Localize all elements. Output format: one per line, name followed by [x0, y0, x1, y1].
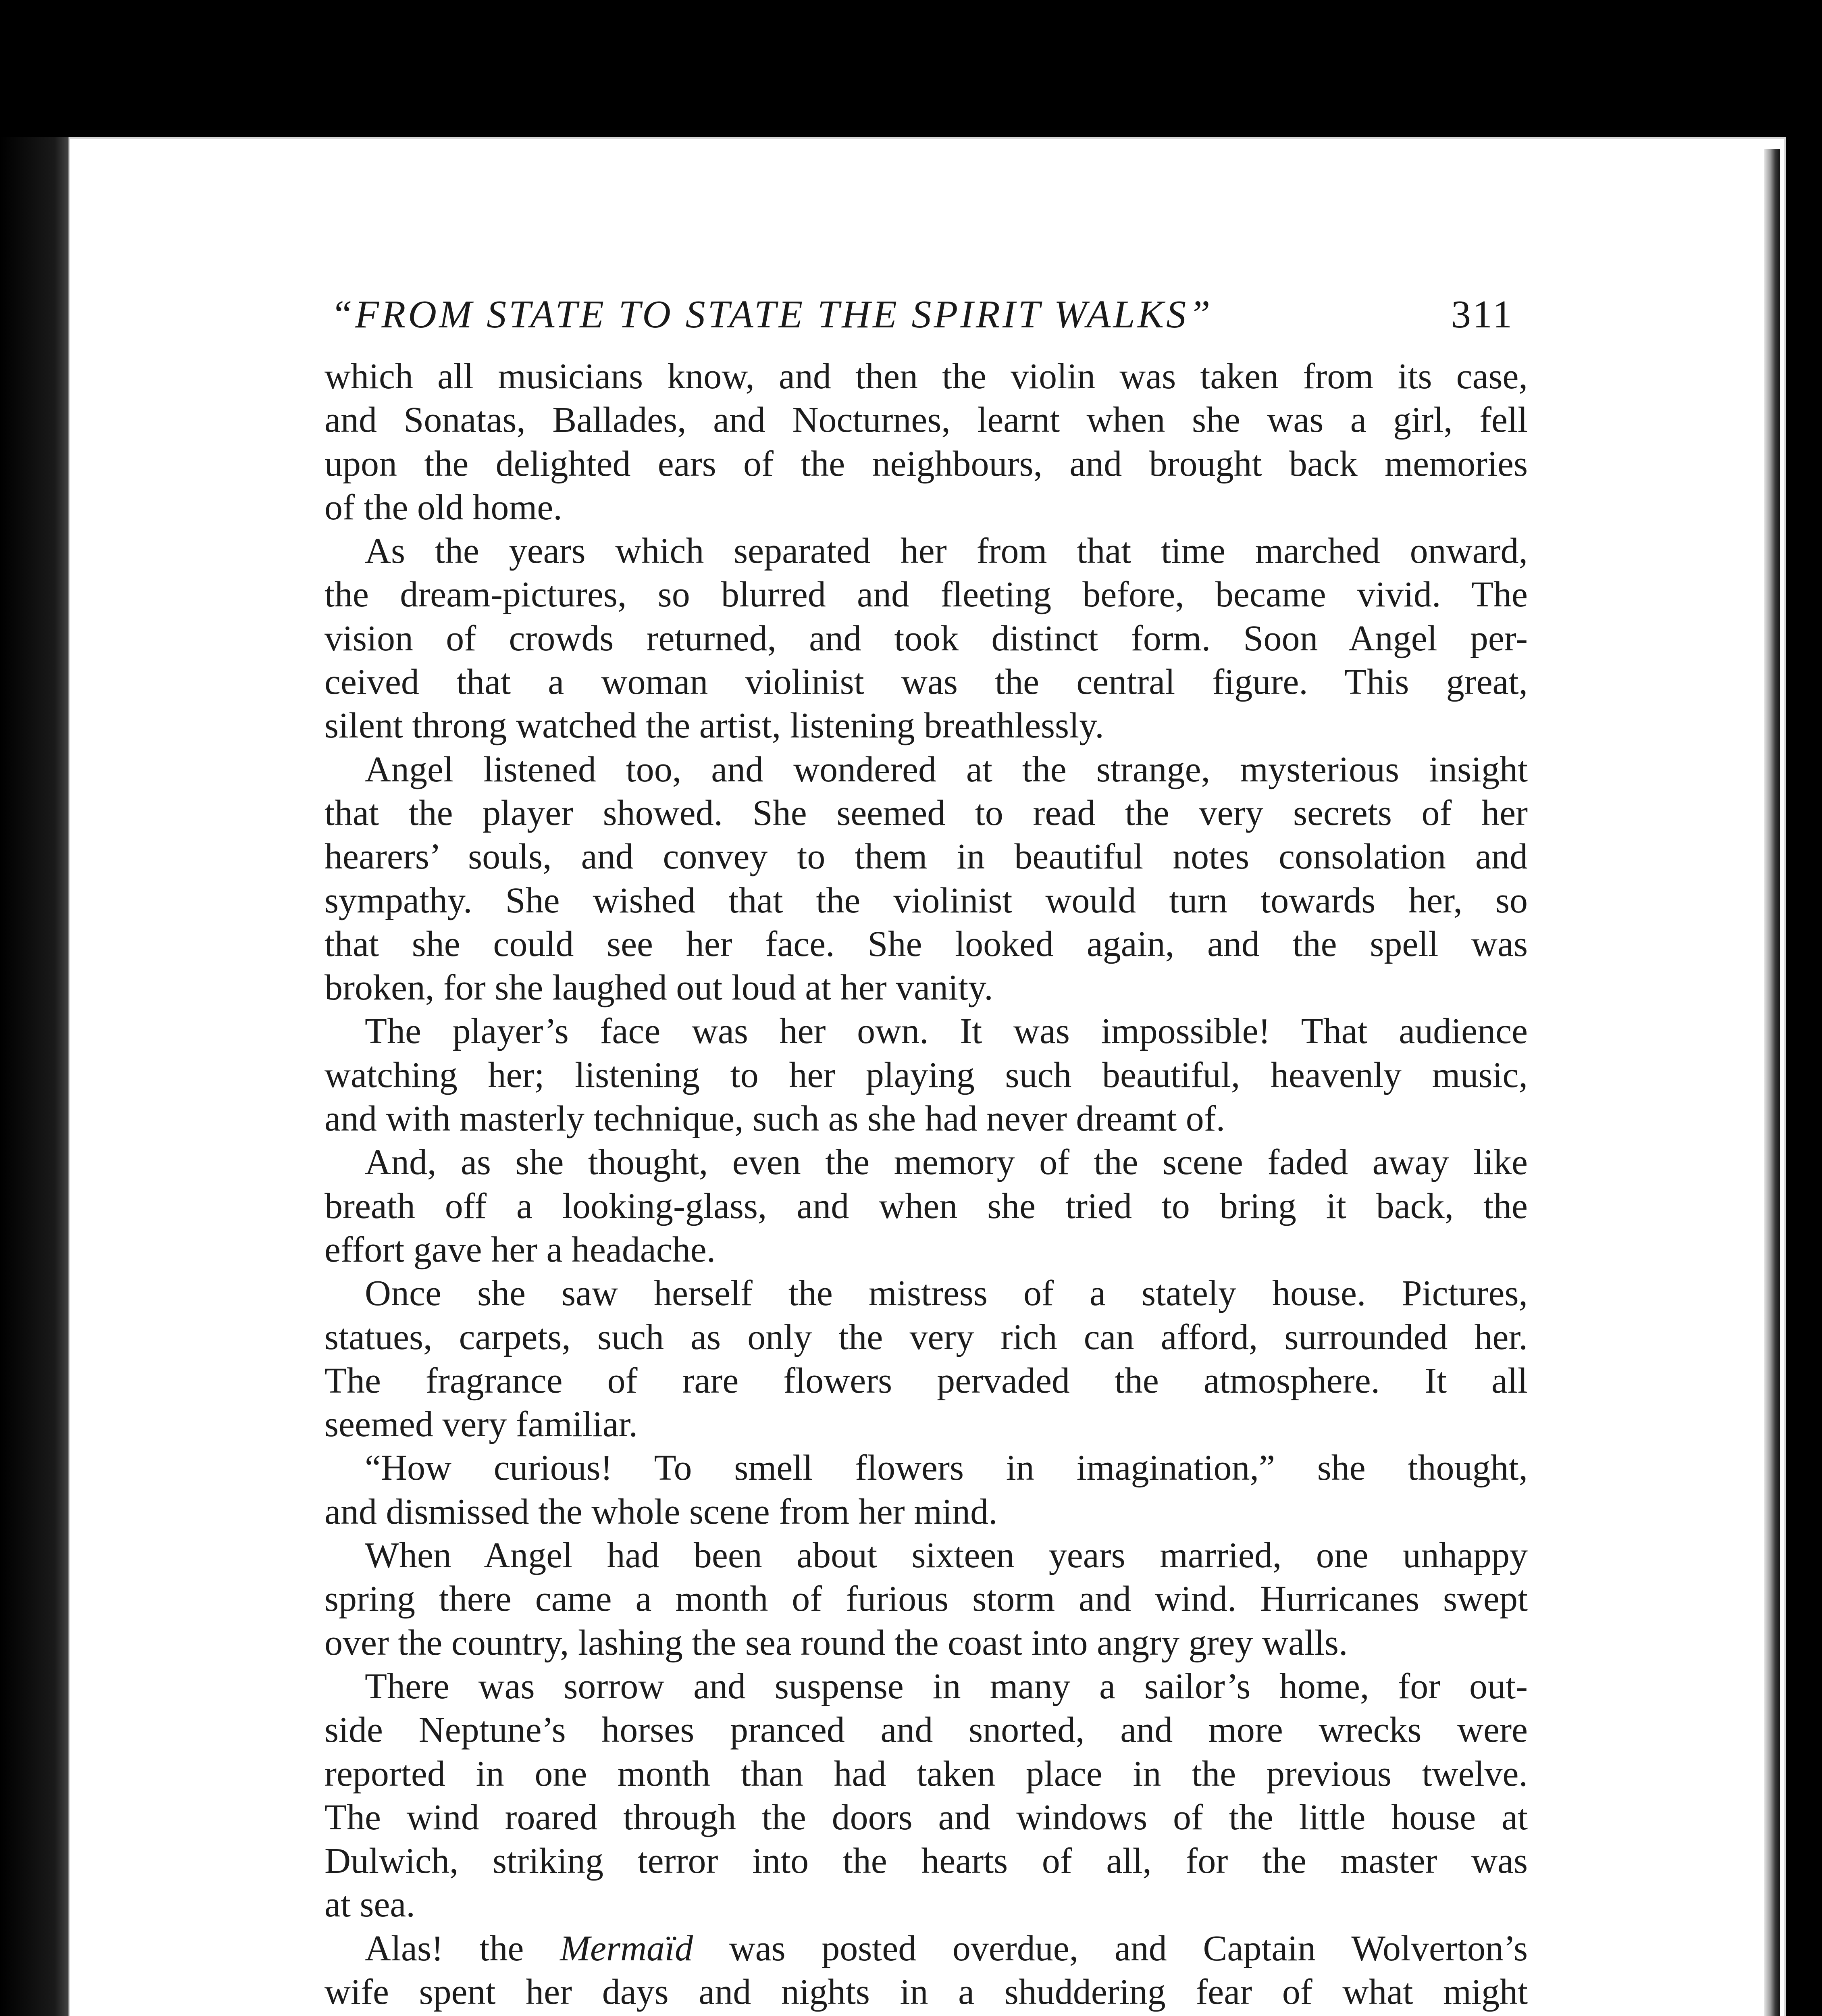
text-line	[324, 529, 1528, 573]
text-line	[324, 835, 1528, 879]
text-segment: wife spent her days and nights in a shuddering fear of what might	[324, 1972, 1528, 2012]
left-page-shadow	[0, 137, 69, 2016]
text-line	[324, 2014, 1528, 2016]
text-line	[324, 879, 1528, 923]
text-line	[324, 617, 1528, 660]
text-segment: spring there came a month of furious storm and wind. Hurricanes swept	[324, 1579, 1528, 1619]
text-line	[324, 1970, 1528, 2014]
page-number: 311	[1451, 293, 1514, 336]
text-segment: Once she saw herself the mistress of a stately house. Pictures,	[365, 1273, 1528, 1314]
text-line	[324, 1185, 1528, 1228]
text-segment: Dulwich, striking terror into the hearts of all, for the master was	[324, 1841, 1528, 1881]
text-segment: effort gave her a headache.	[324, 1229, 716, 1270]
text-line	[324, 923, 1528, 966]
text-segment: The fragrance of rare flowers pervaded the atmosphere. It all	[324, 1360, 1528, 1401]
running-head	[331, 282, 1540, 347]
text-line	[324, 1490, 1528, 1534]
text-segment: which all musicians know, and then the violin was taken from its case,	[324, 356, 1528, 396]
body-text	[324, 355, 1528, 2016]
text-segment: As the years which separated her from that time marched onward,	[365, 531, 1528, 571]
text-line	[324, 486, 1528, 529]
text-segment: over the country, lashing the sea round the coast into angry grey walls.	[324, 1622, 1348, 1663]
text-segment: sympathy. She wished that the violinist would turn towards her, so	[324, 880, 1528, 921]
text-line	[324, 1839, 1528, 1883]
text-line	[324, 1359, 1528, 1403]
text-line	[324, 1577, 1528, 1621]
text-line	[324, 1708, 1528, 1752]
text-segment: the dream-pictures, so blurred and fleeting before, became vivid. The	[324, 575, 1528, 615]
text-line	[324, 573, 1528, 616]
text-line	[324, 1054, 1528, 1097]
text-line	[324, 1316, 1528, 1359]
text-line	[324, 1228, 1528, 1272]
text-segment: The wind roared through the doors and windows of the little house at	[324, 1797, 1528, 1837]
text-line	[324, 1403, 1528, 1446]
text-line	[324, 1796, 1528, 1839]
text-line	[324, 1097, 1528, 1141]
text-segment: When Angel had been about sixteen years married, one unhappy	[365, 1535, 1528, 1576]
text-line	[324, 398, 1528, 442]
text-segment: Alas! the	[365, 1928, 560, 1968]
text-segment: vision of crowds returned, and took distinct form. Soon Angel per-	[324, 618, 1528, 658]
text-segment: of the old home.	[324, 487, 562, 527]
text-line	[324, 355, 1528, 398]
text-segment: The player’s face was her own. It was impossible! That audience	[365, 1011, 1528, 1052]
text-line	[324, 1665, 1528, 1708]
text-segment: silent throng watched the artist, listening breathlessly.	[324, 706, 1104, 746]
text-segment: “How curious! To smell flowers in imagination,” she thought,	[365, 1448, 1528, 1488]
text-segment: and with masterly technique, such as she had never dreamt of.	[324, 1099, 1225, 1139]
text-line	[324, 1272, 1528, 1315]
text-segment: There was sorrow and suspense in many a sailor’s home, for out-	[365, 1666, 1528, 1706]
text-segment: Angel listened too, and wondered at the strange, mysterious insight	[365, 749, 1528, 789]
text-line	[324, 704, 1528, 748]
text-line	[324, 1752, 1528, 1796]
text-segment: that she could see her face. She looked again, and the spell was	[324, 924, 1528, 964]
text-segment: that the player showed. She seemed to read the very secrets of her	[324, 793, 1528, 833]
text-segment: seemed very familiar.	[324, 1404, 638, 1445]
text-line	[324, 442, 1528, 486]
text-segment: broken, for she laughed out loud at her vanity.	[324, 968, 993, 1008]
text-line	[324, 1534, 1528, 1577]
text-segment: And, as she thought, even the memory of the scene faded away like	[365, 1142, 1528, 1183]
text-segment: watching her; listening to her playing such beautiful, heavenly music,	[324, 1055, 1528, 1095]
page-edge-right	[1764, 149, 1780, 2016]
ship-name-italic: Mermaïd	[560, 1928, 693, 1968]
running-title: “FROM STATE TO STATE THE SPIRIT WALKS”	[331, 293, 1213, 336]
text-segment: and Sonatas, Ballades, and Nocturnes, learnt when she was a girl, fell	[324, 400, 1528, 440]
text-segment: was posted overdue, and Captain Wolverton’s	[693, 1928, 1528, 1968]
text-segment: and dismissed the whole scene from her mind.	[324, 1491, 998, 1532]
text-line	[324, 748, 1528, 791]
text-line	[324, 1446, 1528, 1490]
text-segment: ceived that a woman violinist was the central figure. This great,	[324, 662, 1528, 702]
text-segment: statues, carpets, such as only the very rich can afford, surrounded her.	[324, 1317, 1528, 1357]
text-segment: upon the delighted ears of the neighbours, and brought back memories	[324, 444, 1528, 484]
text-segment: hearers’ souls, and convey to them in beautiful notes consolation and	[324, 837, 1528, 877]
text-line	[324, 966, 1528, 1010]
text-segment: reported in one month than had taken place in the previous twelve.	[324, 1754, 1528, 1794]
text-segment: side Neptune’s horses pranced and snorted, and more wrecks were	[324, 1710, 1528, 1750]
text-segment: breath off a looking-glass, and when she tried to bring it back, the	[324, 1186, 1528, 1226]
text-line	[324, 660, 1528, 704]
text-line	[324, 1621, 1528, 1665]
text-line	[324, 1010, 1528, 1053]
text-segment: at sea.	[324, 1885, 415, 1925]
text-line	[324, 1927, 1528, 1970]
text-line	[324, 1141, 1528, 1184]
text-line	[324, 1883, 1528, 1926]
text-line	[324, 791, 1528, 835]
